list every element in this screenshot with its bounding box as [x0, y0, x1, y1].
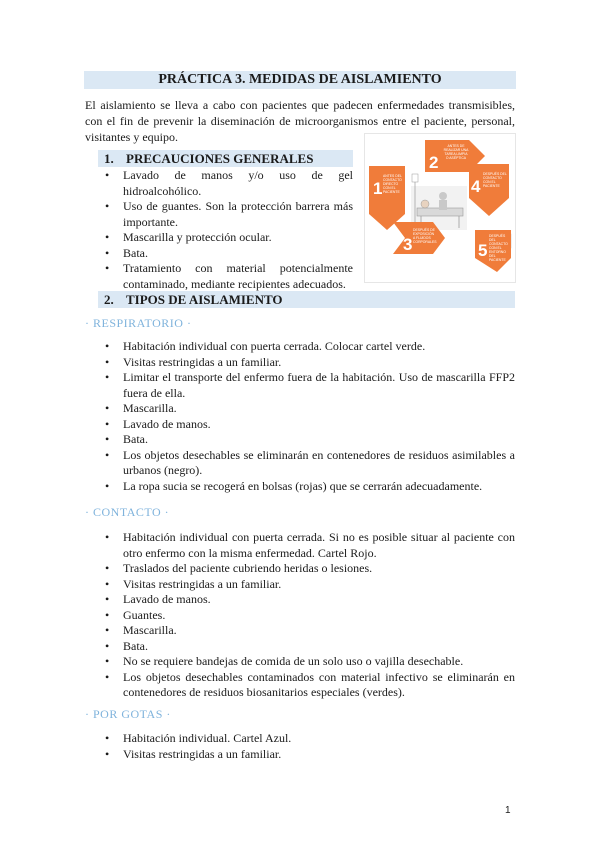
- list-item-text: Bata.: [123, 432, 148, 446]
- list-item: [103, 731, 515, 747]
- bullet-icon: •: [105, 354, 110, 369]
- list-item-text: La ropa sucia se recogerá en bolsas (rojas) que se cerrarán adecuadamente.: [123, 478, 483, 493]
- list-item-text: Mascarilla.: [123, 401, 177, 415]
- list-item: [103, 639, 515, 655]
- list-por-gotas: [103, 731, 515, 762]
- bullet-icon: •: [105, 669, 110, 684]
- bullet-icon: •: [105, 245, 110, 260]
- section-title: TIPOS DE AISLAMIENTO: [126, 292, 283, 307]
- subheading-contacto: · CONTACTO ·: [85, 505, 170, 519]
- list-contacto: [103, 530, 515, 701]
- list-item: [103, 370, 515, 401]
- step-5-number: 5: [478, 241, 488, 260]
- bullet-icon: •: [105, 654, 110, 668]
- list-precauciones: [103, 168, 353, 292]
- step-2-number: 2: [429, 153, 439, 172]
- bullet-icon: •: [105, 370, 110, 384]
- step-5-text: DESPUÉS DEL CONTACTO CON EL ENTORNO DEL PACIENTE: [489, 234, 508, 262]
- step-3-number: 3: [403, 235, 413, 254]
- page-number: 1: [505, 805, 511, 816]
- list-item: [103, 432, 515, 448]
- list-item: [103, 246, 353, 262]
- list-item: [103, 401, 515, 417]
- bullet-icon: •: [105, 478, 110, 493]
- hand-hygiene-diagram: [365, 134, 515, 282]
- section-title: PRECAUCIONES GENERALES: [126, 151, 314, 166]
- list-item-text: Guantes.: [123, 607, 166, 622]
- bullet-icon: •: [105, 339, 110, 353]
- section-heading-tipos: [98, 291, 515, 308]
- list-item: [103, 261, 353, 292]
- list-item: [103, 355, 515, 371]
- bullet-icon: •: [105, 447, 110, 462]
- bullet-icon: •: [105, 416, 110, 431]
- nurse-icon: [439, 192, 447, 200]
- step-1-number: 1: [373, 179, 383, 198]
- list-item: [103, 561, 515, 577]
- list-item-text: Lavado de manos.: [123, 592, 211, 606]
- list-item-text: Lavado de manos.: [123, 416, 211, 431]
- patient-icon: [421, 200, 429, 208]
- list-item: [103, 230, 353, 246]
- section-heading-precauciones: [98, 150, 353, 167]
- list-item: [103, 168, 353, 199]
- bullet-icon: •: [105, 432, 110, 446]
- bullet-icon: •: [105, 401, 110, 415]
- bullet-icon: •: [105, 261, 110, 275]
- list-item-text: Visitas restringidas a un familiar.: [123, 576, 282, 591]
- step-2-text: ANTES DE REALIZAR UNA TAREA LIMPIA O ASÉPTICA: [443, 144, 469, 160]
- page-title: PRÁCTICA 3. MEDIDAS DE AISLAMIENTO: [84, 71, 516, 89]
- list-item-text: Limitar el transporte del enfermo fuera de la habitación. Uso de mascarilla FFP2 fuera de ella.: [123, 370, 515, 400]
- list-item: [103, 339, 515, 355]
- list-item: [103, 199, 353, 230]
- list-item: [103, 417, 515, 433]
- list-item-text: Habitación individual con puerta cerrada. Colocar cartel verde.: [123, 339, 426, 353]
- list-item-text: Los objetos desechables contaminados con material infectivo se eliminarán en contenedores de residuos biosanitarios especiales (verdes).: [123, 669, 515, 699]
- section-number: 1.: [104, 151, 114, 166]
- list-item-text: Mascarilla.: [123, 623, 177, 637]
- step-1-text: ANTES DEL CONTACTO DIRECTO CON EL PACIENTE: [383, 174, 402, 194]
- list-item: [103, 448, 515, 479]
- bullet-icon: •: [105, 168, 110, 182]
- subheading-respiratorio: · RESPIRATORIO ·: [85, 316, 192, 330]
- bullet-icon: •: [105, 592, 110, 606]
- list-item-text: Visitas restringidas a un familiar.: [123, 746, 282, 761]
- list-item: [103, 608, 515, 624]
- list-item-text: Mascarilla y protección ocular.: [123, 230, 272, 244]
- bullet-icon: •: [105, 638, 110, 653]
- list-item-text: Habitación individual con puerta cerrada. Si no es posible situar al paciente con otro enfermo con la misma enfermedad. Cartel Rojo.: [123, 530, 515, 560]
- list-item: [103, 747, 515, 763]
- list-item: [103, 670, 515, 701]
- list-respiratorio: [103, 339, 515, 494]
- list-item-text: Habitación individual. Cartel Azul.: [123, 731, 292, 745]
- list-item: [103, 530, 515, 561]
- bullet-icon: •: [105, 731, 110, 745]
- step-3-text: DESPUÉS DE EXPOSICIÓN A FLUIDOS CORPORALES: [413, 228, 437, 244]
- list-item-text: Tratamiento con material potencialmente contaminado, mediante recipientes adecuados.: [123, 261, 353, 291]
- list-item-text: Bata.: [123, 245, 148, 260]
- bullet-icon: •: [105, 230, 110, 244]
- list-item: [103, 592, 515, 608]
- step-4-text: DESPUÉS DEL CONTACTO CON EL PACIENTE: [483, 172, 507, 188]
- bullet-icon: •: [105, 607, 110, 622]
- list-item-text: Bata.: [123, 638, 148, 653]
- subheading-por-gotas: · POR GOTAS ·: [85, 707, 171, 721]
- list-item-text: Los objetos desechables se eliminarán en contenedores de residuos asimilables a urbanos (negro).: [123, 447, 515, 477]
- intro-paragraph: El aislamiento se lleva a cabo con pacientes que padecen enfermedades transmisibles, con el fin de prevenir la diseminación de microorganismos entre el paciente, personal, visitantes y equipo.: [85, 98, 515, 144]
- list-item: [103, 623, 515, 639]
- bullet-icon: •: [105, 623, 110, 637]
- list-item-text: Uso de guantes. Son la protección barrera más importante.: [123, 199, 353, 229]
- list-item-text: Traslados del paciente cubriendo heridas o lesiones.: [123, 561, 373, 575]
- list-item: [103, 577, 515, 593]
- step-4-number: 4: [471, 177, 481, 196]
- list-item: [103, 479, 515, 495]
- list-item-text: No se requiere bandejas de comida de un solo uso o vajilla desechable.: [123, 654, 464, 668]
- list-item: [103, 654, 515, 670]
- bullet-icon: •: [105, 746, 110, 761]
- bullet-icon: •: [105, 530, 110, 544]
- list-item-text: Visitas restringidas a un familiar.: [123, 354, 282, 369]
- section-number: 2.: [104, 292, 114, 307]
- bullet-icon: •: [105, 561, 110, 575]
- bullet-icon: •: [105, 576, 110, 591]
- bullet-icon: •: [105, 199, 110, 213]
- list-item-text: Lavado de manos y/o uso de gel hidroalcohólico.: [123, 168, 353, 198]
- hand-hygiene-figure: [364, 133, 516, 283]
